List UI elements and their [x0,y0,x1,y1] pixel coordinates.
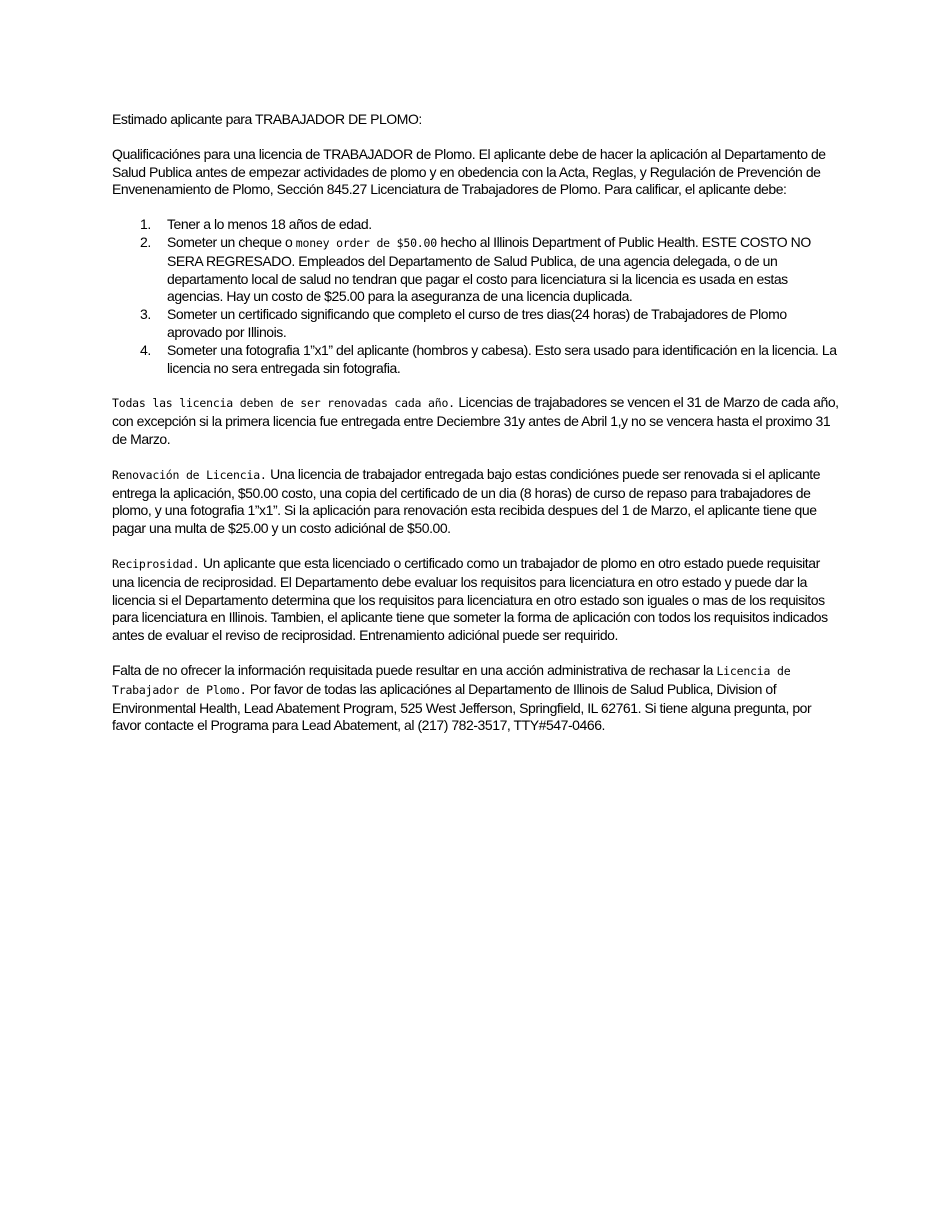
renewal-notice-body: Licencias de trajabadores se vencen el 31 de Marzo de cada año, con excepción si la primera licencia fue entregada entre Deciembre 31y antes de Abril 1,y no se vencera hasta el proximo 31 de Marzo. [112,394,839,447]
list-number: 3. [140,306,151,323]
list-item-text: Someter un certificado significando que completo el curso de tres dias(24 horas) de Trabajadores de Plomo aprovado por Illinois. [167,306,787,340]
renewal-paragraph [112,466,840,538]
reciprocity-body: Un aplicante que esta licenciado o certificado como un trabajador de plomo en otro estado puede requisitar una licencia de reciprosidad. El Departamento debe evaluar los requisitos para licenciatura en otro estado y puede dar la licencia si el Departamento determina que los requisitos para licenciatura en otro estado son iguales o mas de los requisitos para licenciatura en Illinois. Tambien, el aplicante tiene que someter la forma de aplicación con todos los requisitos indicados antes de evaluar el reviso de reciprosidad. Entrenamiento adiciónal puede ser requirido. [112,554,828,644]
closing-pre: Falta de no ofrecer la información requisitada puede resultar en una acción administrativa de rechasar la [112,661,717,678]
list-item-text-pre: Someter un cheque o [167,233,296,250]
list-number: 4. [140,341,151,358]
list-item [112,234,840,306]
reciprocity-lead: Reciprosidad. [112,556,200,571]
renewal-notice-paragraph [112,394,840,448]
list-item-text: Someter una fotografia 1”x1” del aplicante (hombros y cabesa). Esto sera usado para identificación en la licencia. La licencia no sera entregada sin fotografia. [167,341,837,376]
closing-paragraph [112,662,840,735]
reciprocity-paragraph [112,555,840,645]
money-order-emphasis: money order de $50.00 [295,235,437,250]
list-item-text: Tener a lo menos 18 años de edad. [167,216,372,233]
license-name-emphasis: Licencia de Trabajador de Plomo. [112,663,791,697]
intro-paragraph: Qualificaciónes para una licencia de TRABAJADOR de Plomo. El aplicante debe de hacer la aplicación al Departamento de Salud Publica antes de empezar actividades de plomo y en obedencia con la Acta, Reglas, y Regulación de Prevención de Envenenamiento de Plomo, Sección 845.27 Licenciatura de Trabajadores de Plomo. Para calificar, el aplicante debe: [112,145,826,198]
list-item [112,216,840,234]
list-item [112,306,840,342]
list-item [112,342,840,378]
renewal-lead: Renovación de Licencia. [112,467,267,482]
requirements-list [112,216,840,377]
letter-body [112,111,840,735]
list-item-text-post: hecho al Illinois Department of Public Health. ESTE COSTO NO SERA REGRESADO. Empleados del Departamento de Salud Publica, de una agencia delegada, o de un departamento local de salud no tendran que pagar el costo para licenciatura si la licencia es usada en estas agencias. Hay un costo de $25.00 para la aseguranza de una licencia duplicada. [167,233,811,305]
renewal-notice-lead: Todas las licencia deben de ser renovadas cada año. [112,396,455,411]
salutation: Estimado aplicante para TRABAJADOR DE PLOMO: [112,111,422,127]
list-number: 2. [140,233,151,250]
list-number: 1. [140,216,151,233]
renewal-body: Una licencia de trabajador entregada bajo estas condiciónes puede ser renovada si el aplicante entrega la aplicación, $50.00 costo, una copia del certificado de un dia (8 horas) de curso de repaso para trabajadores de plomo, y una fotografia 1”x1”. Si la aplicación para renovación esta recibida despues del 1 de Marzo, el aplicante tiene que pagar una multa de $25.00 y un costo adiciónal de $50.00. [112,465,821,537]
closing-post: Por favor de todas las aplicaciónes al Departamento de Illinois de Salud Publica, Division of Environmental Health, Lead Abatement Program, 525 West Jefferson, Springfield, IL 62761. Si tiene alguna pregunta, por favor contacte el Programa para Lead Abatement, al (217) 782-3517, TTY#547-0466. [112,680,812,734]
